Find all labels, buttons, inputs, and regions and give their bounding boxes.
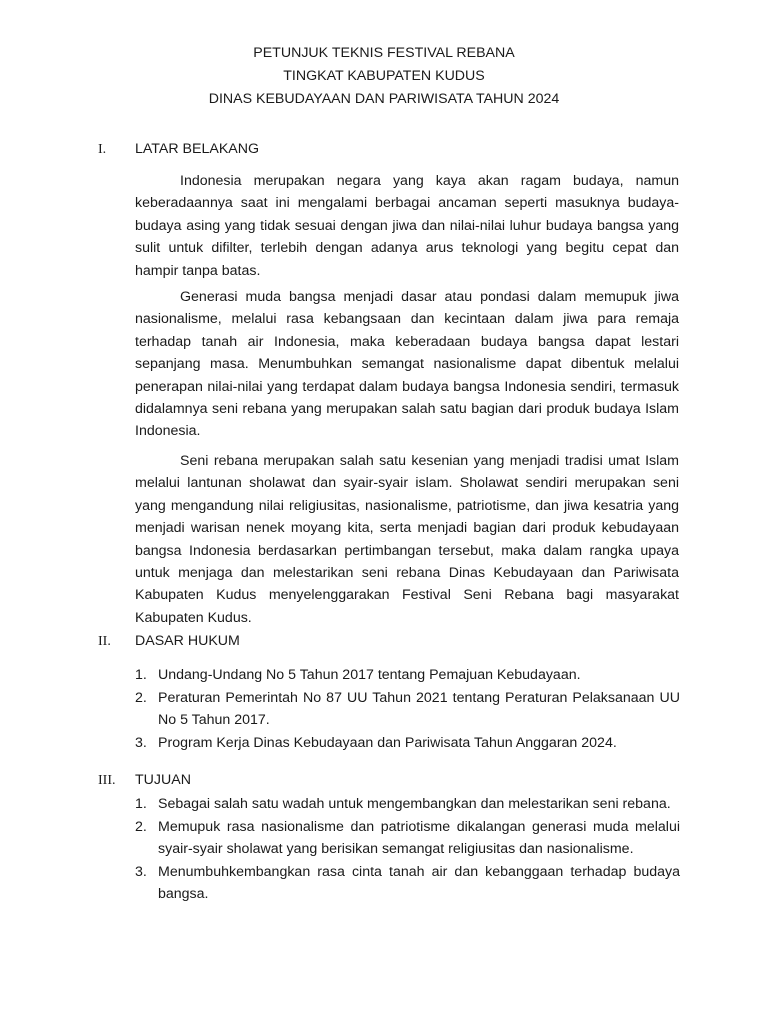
list-item [135,664,680,687]
section-3-heading: TUJUAN [135,772,191,788]
list-text: Menumbuhkembangkan rasa cinta tanah air dan kebanggaan terhadap budaya bangsa. [158,863,680,903]
list-text: Sebagai salah satu wadah untuk mengembangkan dan melestarikan seni rebana. [158,796,671,812]
list-text: Memupuk rasa nasionalisme dan patriotisme dikalangan generasi muda melalui syair-syair sholawat yang berisikan semangat religiusitas dan nasionalisme. [158,818,680,858]
section-1-numeral: I. [98,142,107,157]
list-item [135,816,680,861]
list-item [135,732,680,755]
list-number: 1. [135,796,147,812]
document-title [0,42,768,111]
section-1-heading: LATAR BELAKANG [135,141,260,157]
legal-basis-list [135,664,680,754]
list-text: Program Kerja Dinas Kebudayaan dan Pariwisata Tahun Anggaran 2024. [158,734,617,751]
section-1-paragraph-2: Generasi muda bangsa menjadi dasar atau pondasi dalam memupuk jiwa nasionalisme, melalui rasa kebangsaan dan kecintaan dalam jiwa para remaja terhadap tanah air Indonesia, maka keberadaan budaya bangsa dapat lestari sepanjang masa. Menumbuhkan semangat nasionalisme dapat dibentuk melalui penerapan nilai-nilai yang terdapat dalam budaya bangsa Indonesia sendiri, termasuk didalamnya seni rebana yang merupakan salah satu bagian dari produk budaya Islam Indonesia. [135,289,679,440]
title-line-2: TINGKAT KABUPATEN KUDUS [283,68,485,84]
title-line-1: PETUNJUK TEKNIS FESTIVAL REBANA [253,45,515,61]
list-item [135,793,680,816]
list-number: 3. [135,863,147,880]
list-text: Peraturan Pemerintah No 87 UU Tahun 2021 tentang Peraturan Pelaksanaan UU No 5 Tahun 2017. [158,689,680,729]
list-item [135,861,680,906]
section-2-numeral: II. [98,634,111,649]
list-number: 2. [135,689,147,706]
list-text: Undang-Undang No 5 Tahun 2017 tentang Pemajuan Kebudayaan. [158,667,581,683]
section-1-paragraph-3: Seni rebana merupakan salah satu kesenian yang menjadi tradisi umat Islam melalui lantunan sholawat dan syair-syair islam. Sholawat sendiri merupakan seni yang mengandung nilai religiusitas, nasionalisme, patriotisme, dan jiwa kesatria yang menjadi warisan nenek moyang kita, serta menjadi bagian dari produk kebudayaan bangsa Indonesia berdasarkan pertimbangan tersebut, maka dalam rangka upaya untuk menjaga dan melestarikan seni rebana Dinas Kebudayaan dan Pariwisata Kabupaten Kudus menyelenggarakan Festival Seni Rebana bagi masyarakat Kabupaten Kudus. [135,453,679,626]
list-item [135,687,680,732]
objectives-list [135,793,680,906]
section-2-heading: DASAR HUKUM [135,633,240,649]
list-number: 1. [135,667,147,683]
title-line-3: DINAS KEBUDAYAAN DAN PARIWISATA TAHUN 2024 [208,91,560,107]
list-number: 3. [135,734,147,751]
section-1-paragraph-1: Indonesia merupakan negara yang kaya akan ragam budaya, namun keberadaannya saat ini mengalami berbagai ancaman seperti masuknya budaya-budaya asing yang tidak sesuai dengan jiwa dan nilai-nilai luhur budaya bangsa yang sulit untuk difilter, terlebih dengan adanya arus teknologi yang begitu cepat dan hampir tanpa batas. [135,173,679,279]
section-3-numeral: III. [98,773,116,788]
list-number: 2. [135,818,147,835]
